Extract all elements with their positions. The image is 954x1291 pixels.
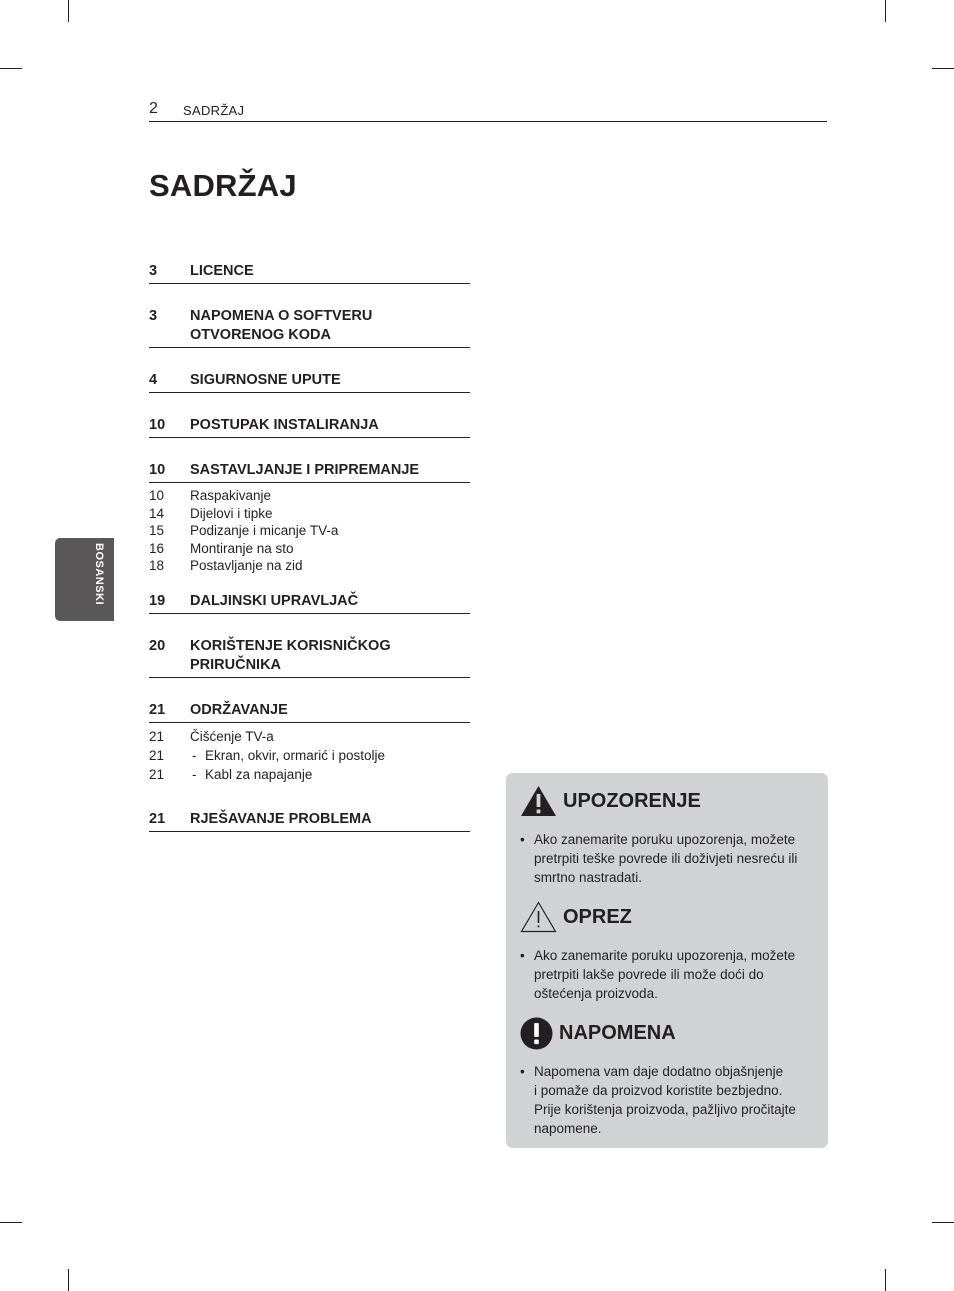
toc-page-number: 21 — [149, 810, 166, 827]
toc-entry[interactable] — [149, 592, 470, 614]
warning-title: UPOZORENJE — [563, 789, 701, 812]
toc-label: Montiranje na sto — [190, 540, 294, 556]
crop-mark — [885, 1269, 886, 1291]
toc-subentry[interactable] — [149, 522, 470, 540]
toc-label: Dijelovi i tipke — [190, 505, 273, 521]
crop-mark — [68, 0, 69, 22]
toc-subentry[interactable] — [149, 505, 470, 523]
toc-page-number: 15 — [149, 523, 165, 538]
crop-mark — [932, 68, 954, 69]
toc-label: KORIŠTENJE KORISNIČKOG PRIRUČNIKA — [190, 637, 391, 673]
toc-page-number: 21 — [149, 728, 165, 744]
toc-label: DALJINSKI UPRAVLJAČ — [190, 592, 359, 609]
crop-mark — [0, 1222, 22, 1223]
warning-triangle-icon — [520, 785, 557, 817]
page-number: 2 — [149, 100, 158, 117]
bullet: • — [520, 1064, 525, 1079]
toc-page-number: 18 — [149, 558, 165, 573]
notes-box — [506, 773, 828, 1148]
warning-body: Ako zanemarite poruku upozorenja, možete pretrpiti teške povrede ili doživjeti nesreću ili smrtno nastradati. — [534, 832, 798, 885]
toc-page-number: 4 — [149, 372, 158, 388]
toc-entry[interactable] — [149, 262, 470, 284]
toc-label: RJEŠAVANJE PROBLEMA — [190, 810, 372, 827]
toc-subentry[interactable] — [149, 487, 470, 505]
running-header — [149, 100, 827, 122]
toc-page-number: 10 — [149, 417, 166, 433]
toc-subentry[interactable] — [149, 765, 470, 784]
header-section-title: SADRŽAJ — [183, 103, 245, 118]
page-title: SADRŽAJ — [149, 168, 297, 203]
toc-page-number: 21 — [149, 701, 166, 718]
toc-page-number: 14 — [149, 505, 165, 521]
language-label: BOSANSKI — [93, 543, 105, 606]
exclamation-circle-icon — [520, 1017, 553, 1050]
toc-page-number: 3 — [149, 308, 158, 324]
toc-sublist — [149, 483, 470, 575]
crop-mark — [0, 68, 22, 69]
toc-entry[interactable] — [149, 371, 470, 393]
note-title: NAPOMENA — [559, 1022, 676, 1044]
caution-triangle-icon — [520, 901, 557, 933]
toc-page-number: 21 — [149, 766, 165, 782]
toc-entry[interactable] — [149, 701, 470, 723]
crop-mark — [68, 1269, 69, 1291]
toc-label: SASTAVLJANJE I PRIPREMANJE — [190, 462, 420, 478]
caution-title: OPREZ — [563, 905, 632, 928]
bullet: • — [520, 832, 525, 847]
toc-page-number: 19 — [149, 592, 166, 609]
note-heading — [520, 1017, 676, 1050]
toc-page-number: 10 — [149, 462, 166, 478]
warning-text — [520, 830, 820, 887]
toc-subentry[interactable] — [149, 540, 470, 558]
toc-label: POSTUPAK INSTALIRANJA — [190, 417, 379, 433]
toc-entry[interactable] — [149, 637, 470, 678]
toc-label: Podizanje i micanje TV-a — [190, 523, 339, 538]
warning-heading — [520, 785, 701, 817]
toc-page-number: 3 — [149, 263, 158, 279]
toc-entry[interactable] — [149, 461, 470, 483]
toc-page-number: 10 — [149, 488, 165, 503]
crop-mark — [885, 0, 886, 22]
toc-label: Postavljanje na zid — [190, 558, 303, 573]
toc-sublist — [149, 723, 470, 784]
toc-subentry[interactable] — [149, 727, 470, 746]
toc-page-number: 16 — [149, 540, 165, 556]
bullet: • — [520, 948, 525, 963]
caution-body: Ako zanemarite poruku upozorenja, možete pretrpiti lakše povrede ili može doći do oštećenja proizvoda. — [534, 948, 796, 1001]
caution-heading — [520, 901, 632, 933]
note-body: Napomena vam daje dodatno objašnjenje i pomaže da proizvod koristite bezbjedno. Prije korištenja proizvoda, pažljivo pročitajte napomene. — [534, 1064, 796, 1136]
toc-entry[interactable] — [149, 307, 470, 348]
table-of-contents — [149, 262, 470, 832]
toc-label: ODRŽAVANJE — [190, 701, 288, 718]
toc-label: - Kabl za napajanje — [190, 765, 312, 784]
language-tab — [55, 538, 114, 621]
toc-page-number: 21 — [149, 747, 165, 763]
toc-entry[interactable] — [149, 416, 470, 438]
toc-label: - Ekran, okvir, ormarić i postolje — [190, 746, 385, 765]
caution-text — [520, 946, 820, 1003]
toc-entry[interactable] — [149, 810, 470, 832]
toc-subentry[interactable] — [149, 746, 470, 765]
toc-label: SIGURNOSNE UPUTE — [190, 372, 341, 388]
crop-mark — [932, 1222, 954, 1223]
toc-label: Raspakivanje — [190, 488, 272, 503]
toc-label: NAPOMENA O SOFTVERU OTVORENOG KODA — [190, 308, 373, 343]
toc-label: LICENCE — [190, 263, 254, 279]
note-text — [520, 1062, 820, 1138]
toc-label: Čišćenje TV-a — [190, 728, 274, 744]
toc-page-number: 20 — [149, 637, 166, 654]
toc-subentry[interactable] — [149, 557, 470, 575]
